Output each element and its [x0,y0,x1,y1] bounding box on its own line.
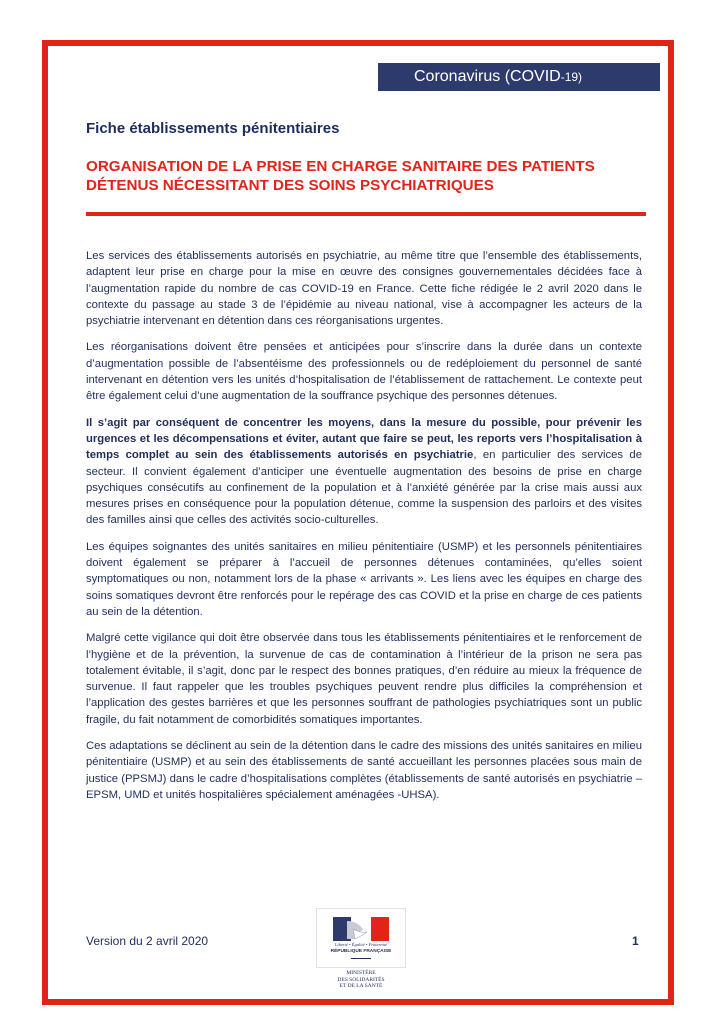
title-line-1: ORGANISATION DE LA PRISE EN CHARGE SANITAIRE DES PATIENTS [86,158,595,175]
ministere-label [316,970,406,990]
covid-banner [378,63,660,91]
logo-separator [351,958,371,959]
document-title [86,157,646,195]
paragraph-1: Les services des établissements autorisés en psychiatrie, au même titre que l’ensemble des établissements, adaptent leur prise en charge pour la mise en œuvre des consignes gouvernementales décidées face à l’augmentation rapide du nombre de cas COVID-19 en France. Cette fiche rédigée le 2 avril 2020 dans le contexte du passage au stade 3 de l’épidémie au niveau national, vise à accompagner les acteurs de la psychiatrie intervenant en détention dans ces réorganisations urgentes. [86,250,642,328]
marianne-flag-icon [333,917,389,941]
banner-text: Coronavirus (COVID [414,68,561,85]
paragraph-6: Ces adaptations se déclinent au sein de la détention dans le cadre des missions des unités sanitaires en milieu pénitentiaire (USMP) et au sein des établissements de santé accueillant les personnes placées sous main de justice (PPSMJ) dans le cadre d’hospitalisations complètes (établissements de santé autorisés en psychiatrie – EPSM, UMD et unités hospitalières spécialement aménagées -UHSA). [86,740,642,801]
ministere-line-3: ET DE LA SANTÉ [339,983,383,989]
paragraph-3-bold: Il s’agit par conséquent de concentrer les moyens, dans la mesure du possible, pour prévenir les urgences et les décompensations et éviter, autant que faire se peut, les reports vers l’hospitalisation à temps complet au sein des établissements autorisés en psychiatrie [86,416,642,462]
page-number: 1 [632,934,639,948]
title-line-2: DÉTENUS NÉCESSITANT DES SOINS PSYCHIATRIQUES [86,177,494,194]
paragraph-5: Malgré cette vigilance qui doit être observée dans tous les établissements pénitentiaires et le renforcement de l’hygiène et de la prévention, la survenue de cas de contamination à l’intérieur de la prison ne sera pas totalement évitable, il s’agit, donc par le respect des bonnes pratiques, d’en réduire au mieux la fréquence de survenue. Il faut rappeler que les troubles psychiques peuvent rendre plus difficiles la compréhension et l’application des gestes barrières et que les personnes souffrant de pathologies psychiatriques sont un public fragile, du fait notamment de comorbidités somatiques importantes. [86,632,642,726]
document-body [86,248,642,813]
document-subtitle: Fiche établissements pénitentiaires [86,120,340,137]
ministere-line-2: DES SOLIDARITÉS [337,976,385,983]
title-divider [86,212,646,216]
paragraph-3-rest: , en particulier des services de secteur. Il convient également d’anticiper une éventuelle augmentation des besoins de prise en charge psychiques consécutifs au confinement de la population et à l’anxiété générée par la crise mais aussi aux mesures prises en conséquence pour la population détenue, comme la suspension des parloirs et des visites des familles ainsi que celles des activités socio-culturelles. [86,449,642,527]
paragraph-3 [86,415,642,529]
paragraph-2: Les réorganisations doivent être pensées et anticipées pour s’inscrire dans la durée dans un contexte d’augmentation possible de l’absentéisme des professionnels ou de redéploiement du personnel de santé intervenant en détention vers les unités d’hospitalisation de l’établissement de rattachement. Le contexte peut être également celui d’une augmentation de la souffrance psychique des personnes détenues. [86,341,642,403]
logo-motto: Liberté • Égalité • Fraternité [334,942,388,947]
republique-francaise-logo [316,908,406,968]
paragraph-4: Les équipes soignantes des unités sanitaires en milieu pénitentiaire (USMP) et les personnels pénitentiaires doivent également se préparer à l’accueil de personnes détenues contaminées, qu’elles soient symptomatiques ou non, notamment lors de la phase « arrivants ». Les liens avec les équipes en charge des soins somatiques devront être renforcés pour le repérage des cas COVID et la prise en charge de ces patients au sein de la détention. [86,540,642,618]
version-label: Version du 2 avril 2020 [86,934,209,948]
banner-suffix: -19) [560,70,583,84]
logo-republique: RÉPUBLIQUE FRANÇAISE [330,949,392,954]
ministere-line-1: MINISTÈRE [346,970,376,976]
